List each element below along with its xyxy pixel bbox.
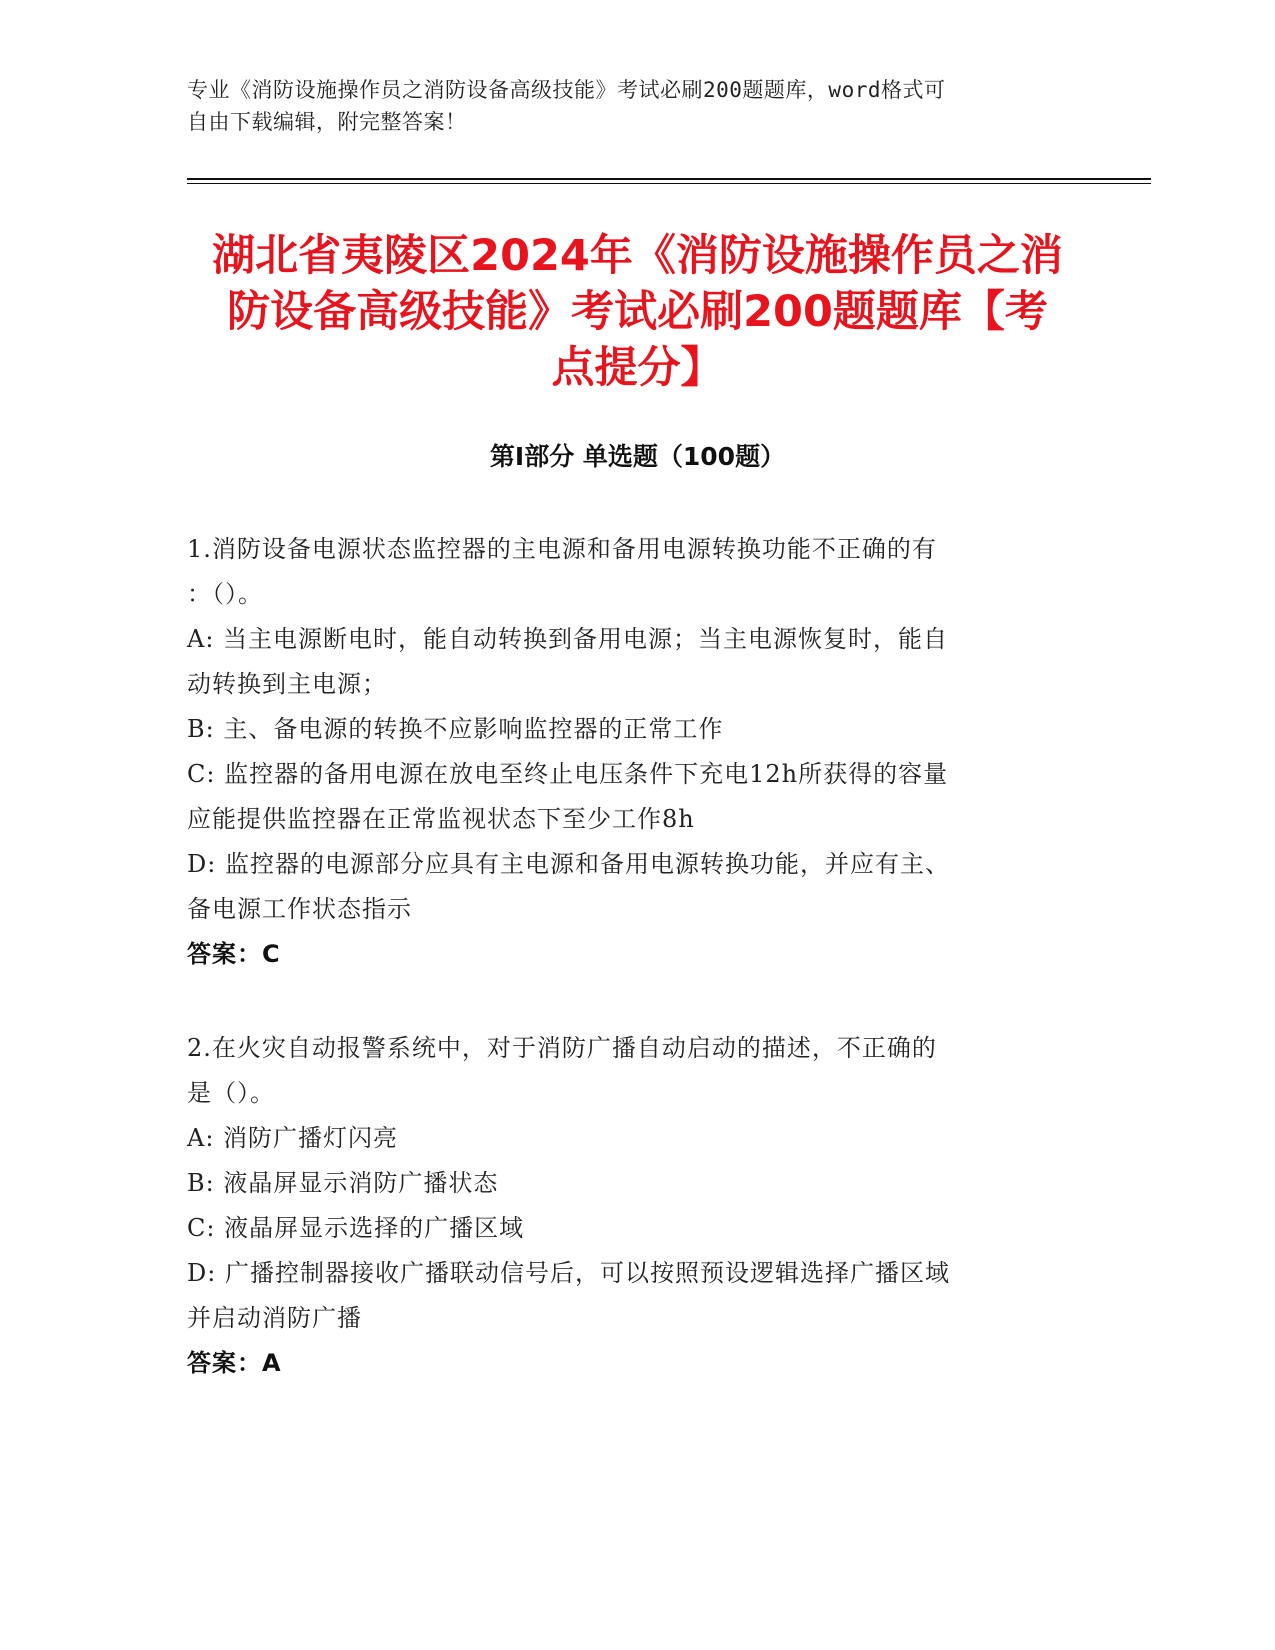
option-c-line-1: C: 液晶屏显示选择的广播区域 <box>187 1214 525 1242</box>
header-note-line-2: 自由下载编辑，附完整答案！ <box>187 110 467 134</box>
question-stem-line-2: 是（）。 <box>187 1079 275 1107</box>
answer: 答案：A <box>187 1349 282 1377</box>
question-stem-line-1: 2.在火灾自动报警系统中，对于消防广播自动启动的描述，不正确的 <box>187 1034 937 1062</box>
option-c-line-2: 应能提供监控器在正常监视状态下至少工作8h <box>187 805 695 833</box>
part-heading: 第I部分 单选题（100题） <box>489 442 786 471</box>
option-a-line-1: A: 消防广播灯闪亮 <box>187 1124 399 1152</box>
title-line-3: 点提分】 <box>551 343 724 393</box>
option-a-line-1: A: 当主电源断电时，能自动转换到备用电源；当主电源恢复时，能自 <box>187 625 949 653</box>
question-2 <box>187 1026 1067 1386</box>
option-d-line-1: D: 广播控制器接收广播联动信号后，可以按照预设逻辑选择广播区域 <box>187 1259 950 1287</box>
header-note <box>187 74 1067 138</box>
header-note-line-1: 专业《消防设施操作员之消防设备高级技能》考试必刷200题题库，word格式可 <box>187 78 946 102</box>
option-d-line-2: 备电源工作状态指示 <box>187 895 412 923</box>
title-line-2: 防设备高级技能》考试必刷200题题库【考 <box>227 287 1048 337</box>
header-divider-thin <box>187 183 1151 184</box>
option-b-line-1: B: 主、备电源的转换不应影响监控器的正常工作 <box>187 715 724 743</box>
option-d-line-1: D: 监控器的电源部分应具有主电源和备用电源转换功能，并应有主、 <box>187 850 950 878</box>
question-stem-line-2: ：（）。 <box>187 580 263 608</box>
option-c-line-1: C: 监控器的备用电源在放电至终止电压条件下充电12h所获得的容量 <box>187 760 949 788</box>
option-b-line-1: B: 液晶屏显示消防广播状态 <box>187 1169 499 1197</box>
question-stem-line-1: 1.消防设备电源状态监控器的主电源和备用电源转换功能不正确的有 <box>187 535 937 563</box>
option-a-line-2: 动转换到主电源； <box>187 670 387 698</box>
header-divider-thick <box>187 178 1151 180</box>
question-1 <box>187 527 1067 977</box>
option-d-line-2: 并启动消防广播 <box>187 1304 362 1332</box>
answer: 答案：C <box>187 940 281 968</box>
document-title <box>150 228 1125 396</box>
title-line-1: 湖北省夷陵区2024年《消防设施操作员之消 <box>212 231 1063 281</box>
